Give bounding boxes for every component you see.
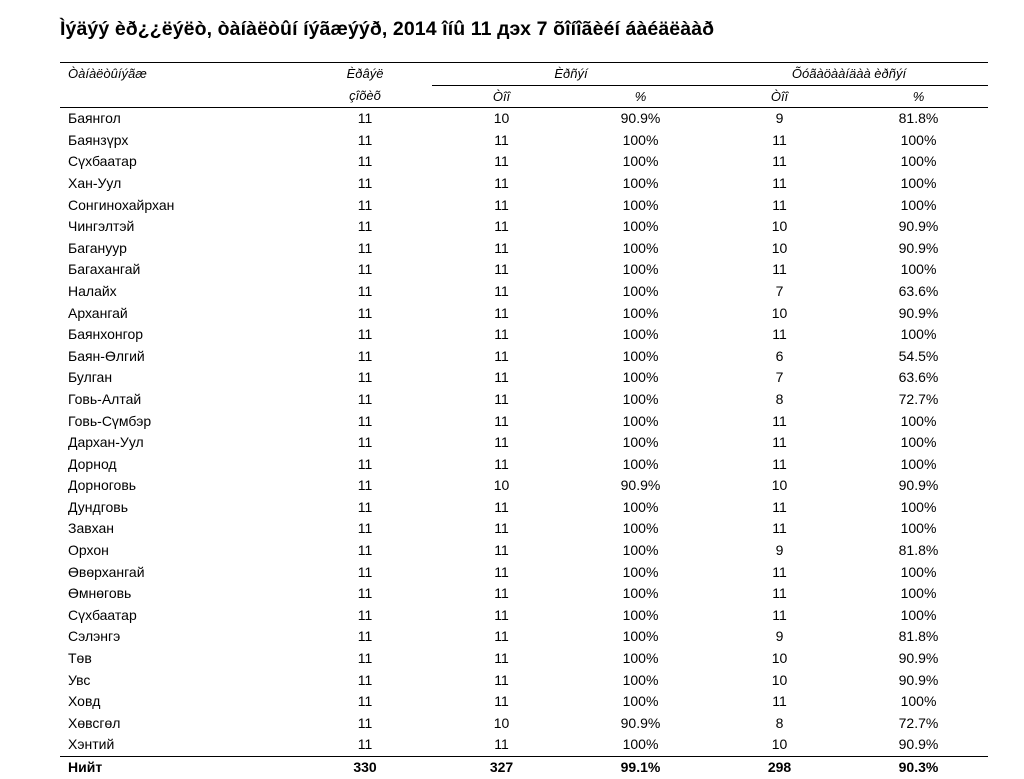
cell-unit-name: Сэлэнгэ [68,628,121,645]
table-row [60,259,988,281]
table-row [60,130,988,152]
cell-ontime-percent: 100% [900,585,937,602]
cell-expected: 11 [357,304,373,321]
header-ontime-percent: % [849,85,988,108]
table-row [60,108,988,130]
cell-expected: 11 [357,563,373,580]
cell-arrived-count: 11 [494,369,509,386]
cell-arrived-percent: 100% [622,585,659,602]
cell-arrived-count: 11 [494,326,509,343]
cell-unit-name: Сүхбаатар [68,153,137,170]
cell-arrived-count: 11 [494,671,509,688]
cell-ontime-count: 10 [771,239,788,256]
cell-arrived-percent: 100% [622,390,659,407]
cell-arrived-count: 327 [432,757,571,779]
cell-ontime-count: 9 [775,628,784,645]
cell-arrived-percent: 100% [622,218,659,235]
cell-arrived-count: 11 [494,282,509,299]
cell-ontime-percent: 100% [900,131,937,148]
table-row [60,540,988,562]
table-row [60,238,988,260]
cell-arrived-count: 11 [494,585,509,602]
cell-ontime-percent: 90.9% [898,650,939,667]
cell-unit-name: Багахангай [68,261,141,278]
cell-arrived-percent: 90.9% [620,477,661,494]
cell-ontime-count: 11 [772,455,787,472]
cell-ontime-count: 10 [771,671,788,688]
cell-arrived-count: 11 [494,153,509,170]
cell-arrived-percent: 100% [622,326,659,343]
cell-arrived-count: 11 [494,218,509,235]
cell-arrived-count: 11 [494,239,509,256]
cell-unit-name: Хан-Уул [68,174,122,191]
cell-ontime-count: 11 [772,131,787,148]
cell-unit-name: Сүхбаатар [68,606,137,623]
header-ontime-count: Òîî [710,85,849,108]
table-row [60,475,988,497]
cell-unit-name: Увс [68,671,91,688]
cell-unit-name: Чингэлтэй [68,218,135,235]
table-row [60,713,988,735]
cell-ontime-percent: 100% [900,412,937,429]
cell-arrived-count: 11 [494,390,509,407]
table-row [60,670,988,692]
table-subheader-row [60,85,988,108]
cell-expected: 330 [298,757,432,779]
cell-arrived-percent: 100% [622,174,659,191]
cell-arrived-percent: 100% [622,563,659,580]
table-row [60,411,988,433]
cell-ontime-count: 298 [710,757,849,779]
header-ontime-group: Õóãàöààíäàà èðñýí [710,63,988,86]
cell-ontime-count: 10 [771,477,788,494]
cell-ontime-percent: 100% [900,693,937,710]
cell-unit-name: Завхан [68,520,115,537]
cell-arrived-percent: 100% [622,736,659,753]
cell-ontime-count: 9 [775,110,784,127]
cell-unit-name: Баянгол [68,110,121,127]
table-header-row [60,63,988,86]
cell-unit-name: Налайх [68,282,117,299]
cell-unit-name: Баянзүрх [68,131,129,148]
table-row [60,454,988,476]
table-row [60,151,988,173]
cell-ontime-count: 11 [772,563,787,580]
cell-unit-name: Баян-Өлгий [68,347,145,364]
cell-arrived-count: 11 [494,498,509,515]
cell-ontime-count: 10 [771,218,788,235]
cell-ontime-percent: 100% [900,563,937,580]
cell-arrived-percent: 100% [622,693,659,710]
cell-ontime-percent: 90.9% [898,239,939,256]
cell-ontime-percent: 90.9% [898,218,939,235]
cell-ontime-count: 11 [772,326,787,343]
table-row [60,195,988,217]
cell-expected: 11 [357,153,373,170]
cell-arrived-count: 11 [494,304,509,321]
cell-ontime-percent: 81.8% [898,542,939,559]
header-arrived-percent: % [571,85,710,108]
cell-ontime-count: 8 [775,390,784,407]
cell-arrived-count: 11 [494,196,509,213]
cell-expected: 11 [357,326,373,343]
cell-unit-name: Дархан-Уул [68,434,144,451]
header-arrived-group: Èðñýí [432,63,710,86]
cell-arrived-percent: 100% [622,304,659,321]
cell-ontime-count: 7 [775,282,784,299]
cell-ontime-count: 11 [772,585,787,602]
cell-arrived-percent: 100% [622,606,659,623]
cell-expected: 11 [357,218,373,235]
cell-expected: 11 [357,174,373,191]
cell-arrived-count: 10 [493,477,510,494]
cell-unit-name: Багануур [68,239,127,256]
cell-ontime-count: 10 [771,304,788,321]
cell-expected: 11 [357,390,373,407]
header-unit: Òàíàëòûíýãæ [60,63,298,86]
cell-unit-name: Дорнод [68,455,117,472]
cell-ontime-count: 6 [775,347,784,364]
cell-ontime-count: 11 [772,693,787,710]
table-row [60,367,988,389]
table-row [60,389,988,411]
cell-ontime-percent: 72.7% [898,714,939,731]
cell-ontime-percent: 100% [900,606,937,623]
table-row [60,432,988,454]
cell-unit-name: Хэнтий [68,736,115,753]
cell-arrived-count: 11 [494,347,509,364]
cell-unit-name: Сонгинохайрхан [68,196,175,213]
cell-ontime-count: 9 [775,542,784,559]
cell-unit-name: Өмнөговь [68,585,132,602]
cell-arrived-count: 11 [494,455,509,472]
table-body [60,108,988,779]
cell-unit-name: Говь-Алтай [68,390,142,407]
cell-expected: 11 [357,606,373,623]
cell-arrived-percent: 99.1% [571,757,710,779]
table-row [60,583,988,605]
cell-ontime-percent: 81.8% [898,628,939,645]
cell-ontime-percent: 54.5% [898,347,939,364]
cell-expected: 11 [357,412,373,429]
table-row [60,173,988,195]
cell-arrived-percent: 100% [622,434,659,451]
cell-arrived-percent: 100% [622,412,659,429]
cell-expected: 11 [357,434,373,451]
cell-unit-name: Орхон [68,542,109,559]
cell-ontime-percent: 81.8% [898,110,939,127]
cell-expected: 11 [357,628,373,645]
cell-unit-name: Төв [68,650,92,667]
header-expected-line2: çîõèõ [298,85,432,108]
cell-arrived-count: 11 [494,650,509,667]
cell-unit-name: Говь-Сүмбэр [68,412,152,429]
cell-expected: 11 [357,714,373,731]
cell-ontime-count: 7 [775,369,784,386]
cell-arrived-percent: 100% [622,650,659,667]
header-unit-blank [60,85,298,108]
cell-arrived-count: 10 [493,714,510,731]
cell-arrived-percent: 100% [622,671,659,688]
cell-expected: 11 [357,542,373,559]
cell-ontime-percent: 100% [900,153,937,170]
cell-ontime-percent: 90.9% [898,477,939,494]
table-row [60,626,988,648]
cell-ontime-count: 11 [772,174,787,191]
cell-expected: 11 [357,347,373,364]
attendance-table [60,62,988,779]
table-row [60,216,988,238]
cell-ontime-percent: 90.9% [898,671,939,688]
cell-ontime-count: 11 [772,498,787,515]
table-row [60,734,988,756]
cell-unit-name: Архангай [68,304,128,321]
cell-ontime-count: 8 [775,714,784,731]
cell-unit-name: Булган [68,369,113,386]
cell-ontime-count: 11 [772,520,787,537]
table-row [60,303,988,325]
cell-arrived-count: 11 [494,542,509,559]
cell-expected: 11 [357,520,373,537]
cell-arrived-count: 11 [494,563,509,580]
cell-arrived-count: 11 [494,520,509,537]
cell-arrived-count: 11 [494,434,509,451]
cell-unit-name: Баянхонгор [68,326,144,343]
header-expected-line1: Èðâýë [298,63,432,86]
page-title: Ìýäýý èð¿¿ëýëò, òàíàëòûí íýãæýýð, 2014 îíû 11 дэх 7 õîíîãèéí áàéäëààð [60,18,715,40]
cell-arrived-percent: 100% [622,628,659,645]
cell-ontime-percent: 72.7% [898,390,939,407]
cell-arrived-percent: 100% [622,455,659,472]
cell-arrived-count: 11 [494,606,509,623]
cell-ontime-count: 11 [772,261,787,278]
cell-expected: 11 [357,585,373,602]
cell-arrived-percent: 100% [622,261,659,278]
cell-ontime-percent: 100% [900,261,937,278]
cell-arrived-count: 11 [494,412,509,429]
cell-arrived-count: 11 [494,736,509,753]
cell-ontime-percent: 90.9% [898,304,939,321]
cell-arrived-percent: 100% [622,196,659,213]
cell-expected: 11 [357,261,373,278]
table-row [60,497,988,519]
cell-ontime-percent: 63.6% [898,369,939,386]
cell-expected: 11 [357,131,373,148]
cell-arrived-percent: 100% [622,239,659,256]
cell-expected: 11 [357,196,373,213]
cell-expected: 11 [357,239,373,256]
cell-ontime-percent: 90.3% [849,757,988,779]
cell-arrived-count: 11 [494,628,509,645]
cell-ontime-percent: 63.6% [898,282,939,299]
cell-ontime-count: 11 [772,606,787,623]
cell-arrived-count: 11 [494,174,509,191]
table-row [60,346,988,368]
cell-arrived-percent: 100% [622,520,659,537]
cell-expected: 11 [357,477,373,494]
cell-arrived-count: 11 [494,693,509,710]
cell-arrived-percent: 100% [622,498,659,515]
cell-unit-name: Дундговь [68,498,129,515]
cell-unit-name: Дорноговь [68,477,137,494]
cell-ontime-percent: 100% [900,455,937,472]
cell-ontime-count: 10 [771,650,788,667]
table-row [60,691,988,713]
cell-ontime-count: 11 [772,153,787,170]
cell-ontime-count: 11 [772,434,787,451]
header-arrived-count: Òîî [432,85,571,108]
table-row [60,605,988,627]
table-row [60,518,988,540]
cell-arrived-percent: 90.9% [620,110,661,127]
cell-expected: 11 [357,650,373,667]
cell-unit-name: Нийт [60,757,298,779]
cell-expected: 11 [357,369,373,386]
cell-arrived-percent: 100% [622,347,659,364]
cell-ontime-percent: 100% [900,326,937,343]
cell-arrived-percent: 100% [622,131,659,148]
cell-expected: 11 [357,498,373,515]
table-row [60,562,988,584]
cell-ontime-percent: 100% [900,498,937,515]
cell-unit-name: Хөвсгөл [68,714,121,731]
cell-expected: 11 [357,736,373,753]
table-row [60,281,988,303]
cell-arrived-percent: 90.9% [620,714,661,731]
cell-ontime-percent: 100% [900,174,937,191]
cell-arrived-percent: 100% [622,153,659,170]
table-row [60,324,988,346]
cell-arrived-count: 11 [494,261,509,278]
cell-ontime-count: 10 [771,736,788,753]
cell-ontime-percent: 100% [900,434,937,451]
cell-ontime-percent: 100% [900,196,937,213]
cell-expected: 11 [357,693,373,710]
cell-ontime-percent: 100% [900,520,937,537]
cell-expected: 11 [357,110,373,127]
cell-arrived-count: 11 [494,131,509,148]
cell-ontime-percent: 90.9% [898,736,939,753]
cell-unit-name: Ховд [68,693,101,710]
cell-expected: 11 [357,282,373,299]
cell-arrived-percent: 100% [622,542,659,559]
cell-arrived-count: 10 [493,110,510,127]
cell-arrived-percent: 100% [622,369,659,386]
cell-ontime-count: 11 [772,412,787,429]
cell-ontime-count: 11 [772,196,787,213]
cell-expected: 11 [357,671,373,688]
cell-arrived-percent: 100% [622,282,659,299]
cell-expected: 11 [357,455,373,472]
table-row [60,648,988,670]
cell-unit-name: Өвөрхангай [68,563,145,580]
